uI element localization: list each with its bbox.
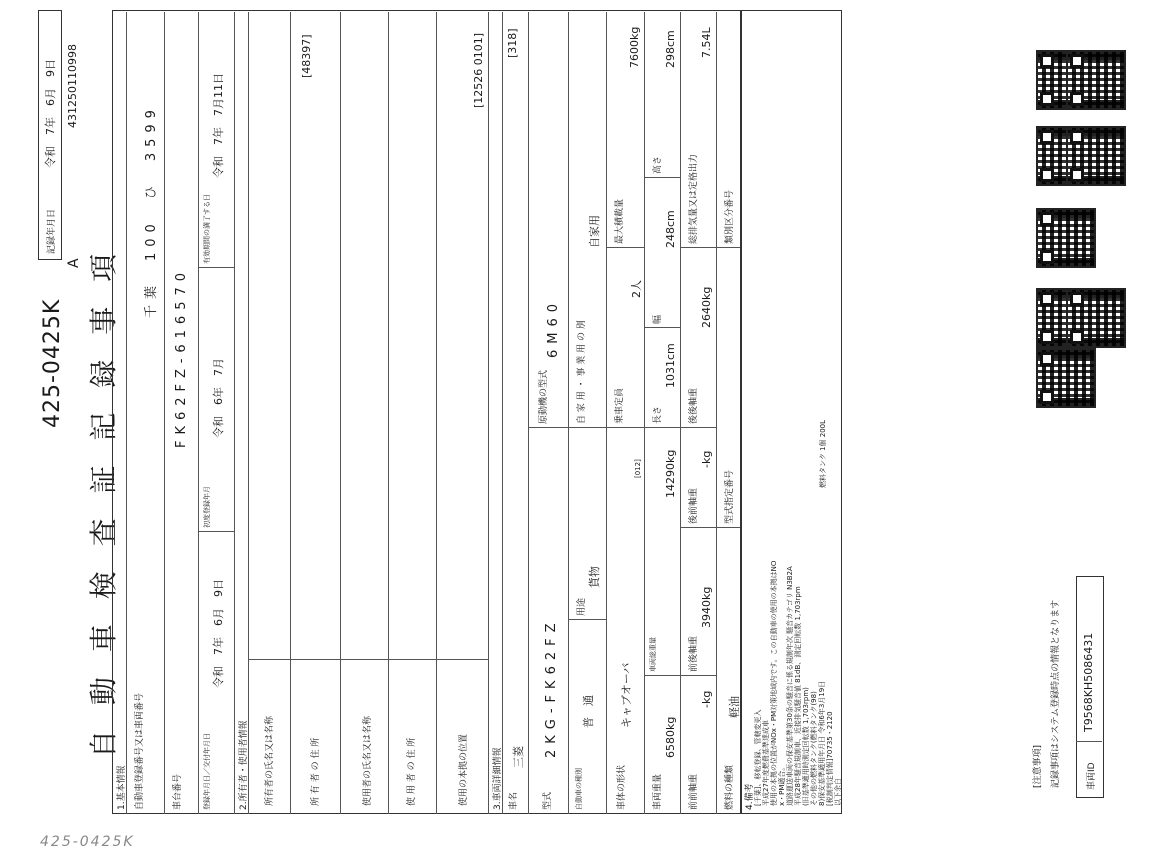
user-name-label: 使用者の氏名又は名称	[363, 715, 373, 806]
rr-axle-label: 後後軸重	[689, 387, 699, 424]
section2-header: 2.所有者・使用者情報	[239, 720, 249, 810]
ff-axle-value: -kg	[700, 690, 713, 708]
maker-value: 三菱	[512, 746, 525, 768]
displacement-label: 総排気量又は定格出力	[689, 153, 699, 244]
gross-label: 車両総重量	[649, 637, 657, 672]
note-line: 8)保安基準適用年月日 令和6年3月19日	[818, 680, 826, 806]
ff-axle-label: 前前軸重	[689, 773, 699, 810]
business-value: 自家用	[588, 215, 601, 248]
rr-axle-value: 2640kg	[700, 286, 713, 328]
notice-text: 記録事項はシステム登録時点の情報となります	[1051, 599, 1061, 788]
vehicle-id-value: T9568KH5086431	[1082, 632, 1095, 732]
reg-date-value: 令和 7年 6月 9日	[212, 579, 225, 688]
capacity-label: 乗車定員	[615, 387, 625, 424]
length-value: 1031cm	[664, 343, 677, 388]
note-line: 使用の本拠の位置がNOx・PM対策地域内です。この自動車の使用の本拠はNO	[770, 560, 778, 806]
page-title: 自 動 車 検 査 証 記 録 事 項	[87, 245, 120, 758]
reg-number-label: 自動車登録番号又は車両番号	[135, 692, 145, 810]
gross-value: 14290kg	[664, 449, 677, 498]
top-letter: A	[66, 258, 82, 268]
vehicle-id-label: 車両ID	[1087, 762, 1097, 790]
class-no-label: 類別区分番号	[725, 189, 735, 244]
capacity-value: 2人	[630, 280, 643, 298]
user-address-label: 使 用 者 の 住 所	[407, 737, 417, 806]
remarks-notes	[754, 561, 842, 806]
qr-code-icon	[1036, 348, 1096, 408]
tank-note: 燃料タンク 1個 200L	[819, 419, 827, 488]
engine-value: 6M60	[546, 297, 561, 358]
body-value: キャブオーバ	[620, 662, 633, 728]
weight-label: 車両重量	[653, 773, 663, 810]
base-location-label: 使用の本拠の位置	[459, 733, 469, 806]
section4-header: 4.備考	[745, 783, 755, 810]
width-value: 248cm	[664, 210, 677, 248]
reg-date-label: 登録年月日／交付年月日	[203, 733, 211, 810]
use-value: 貨物	[588, 566, 601, 588]
model-label: 型式	[543, 791, 553, 810]
height-value: 298cm	[664, 30, 677, 68]
notice-header: [注意事項]	[1033, 744, 1043, 788]
first-reg-value: 令和 6年 7月	[212, 358, 225, 438]
rf-axle-label: 後前軸重	[689, 487, 699, 524]
max-load-label: 最大積載量	[615, 198, 625, 244]
note-line: [千葉]、移転登録、管轄変更入	[754, 709, 762, 806]
note-line: その他の燃料タンク(燃料タンク(98)	[810, 691, 818, 806]
record-date-value: 令和 7年 6月 9日	[44, 59, 57, 168]
weight-value: 6580kg	[664, 716, 677, 758]
width-label: 幅	[653, 314, 663, 324]
qr-code-icon	[1036, 208, 1096, 268]
expiry-value: 令和 7年 7月11日	[212, 73, 225, 178]
owner-code: [48397]	[300, 34, 313, 78]
note-line: 平成28年騒音規制車、近接排気騒音値 81dB、測定回転数 1,703rpm	[794, 586, 802, 806]
note-line: [税制判定情報]70735・2120	[826, 711, 834, 806]
business-label: 自 家 用 ・ 事 業 用 の 別	[577, 320, 587, 424]
qr-code-icon	[1066, 288, 1126, 348]
doc-number: 425-0425K	[40, 298, 65, 428]
qr-code-icon	[1066, 126, 1126, 186]
note-line: 道路運送車両の保安基準第30条の騒音に係る規制年次 騒音カテゴリ N3B2A	[786, 566, 794, 806]
handwritten-note: 425-0425K	[40, 834, 135, 850]
fr-axle-value: 3940kg	[700, 586, 713, 628]
owner-address-label: 所 有 者 の 住 所	[311, 737, 321, 806]
use-label: 用途	[577, 597, 587, 616]
maker-code: [318]	[506, 28, 519, 58]
note-line: 以下余白	[834, 778, 842, 806]
reg-number-value: 千葉 100 ひ 3599	[144, 104, 159, 318]
first-reg-label: 初度登録年月	[203, 486, 211, 528]
displacement-value: 7.54L	[700, 27, 713, 58]
owner-name-label: 所有者の氏名又は名称	[265, 715, 275, 806]
body-label: 車体の形状	[617, 764, 627, 810]
fuel-value: 軽油	[728, 696, 741, 718]
height-label: 高さ	[653, 155, 663, 174]
maker-label: 車名	[509, 791, 519, 810]
kind-label: 自動車の種別	[575, 768, 583, 810]
rf-axle-value: -kg	[700, 450, 713, 468]
base-location-code: [12526 0101]	[472, 32, 485, 108]
note-line: 平成27年度燃費基準達成車	[762, 720, 770, 806]
section3-header: 3.車両詳細情報	[493, 747, 503, 810]
record-date-label: 記録年月日	[47, 208, 57, 254]
length-label: 長さ	[653, 405, 663, 424]
fuel-label: 燃料の種類	[725, 764, 735, 810]
fr-axle-label: 前後軸重	[689, 635, 699, 672]
body-code: [012]	[634, 459, 642, 478]
section1-header: 1.基本情報	[117, 765, 127, 810]
chassis-label: 車台番号	[173, 773, 183, 810]
qr-code-icon	[1066, 50, 1126, 110]
note-line: (旧基準適用時測定回転数 1,703rpm)	[802, 687, 810, 806]
expiry-label: 有効期間の満了する日	[203, 194, 211, 264]
main-table-border	[112, 10, 742, 814]
model-value: 2KG-FK62FZ	[544, 617, 559, 758]
type-no-label: 型式指定番号	[725, 469, 735, 524]
chassis-value: FK62FZ-616570	[174, 266, 189, 448]
max-load-value: 7600kg	[628, 26, 641, 68]
kind-value: 普 通	[582, 695, 595, 728]
engine-label: 原動機の型式	[539, 369, 549, 424]
note-line: x・PM適合。	[778, 763, 786, 806]
serial-number: 431250110998	[66, 44, 79, 128]
